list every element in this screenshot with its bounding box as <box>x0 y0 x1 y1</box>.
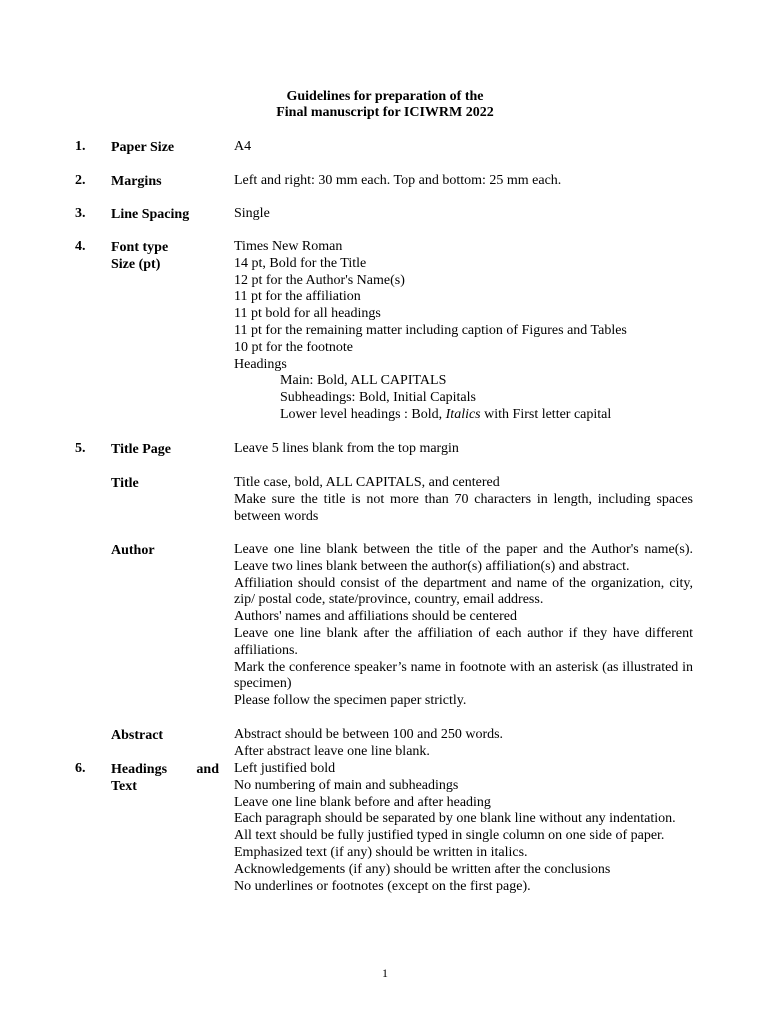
value-line-spacing: Single <box>234 206 270 221</box>
font-spec-line: 11 pt for the remaining matter including caption of Figures and Tables <box>234 322 627 338</box>
title-line-2: Final manuscript for ICIWRM 2022 <box>276 105 494 120</box>
label-text: Text <box>111 779 137 794</box>
title-rule: Make sure the title is not more than 70 characters in length, including spaces between words <box>234 491 693 524</box>
text-rule: Emphasized text (if any) should be written in italics. <box>234 844 528 860</box>
text-rule: Each paragraph should be separated by one blank line without any indentation. <box>234 811 676 827</box>
item-number-5: 5. <box>75 441 86 456</box>
label-font-type: Font type <box>111 240 169 255</box>
value-paper-size: A4 <box>234 139 252 154</box>
font-spec-line: 14 pt, Bold for the Title <box>234 255 367 271</box>
text-rule: Acknowledgements (if any) should be written after the conclusions <box>234 861 611 877</box>
author-rule: Mark the conference speaker’s name in footnote with an asterisk (as illustrated in specimen) <box>234 659 693 692</box>
document-title <box>0 89 770 121</box>
label-abstract: Abstract <box>111 728 164 743</box>
value-margins: Left and right: 30 mm each. Top and bottom: 25 mm each. <box>234 173 562 188</box>
font-spec-line: Headings <box>234 356 287 372</box>
label-headings-text <box>111 761 219 795</box>
text-rule: Leave one line blank before and after heading <box>234 794 491 810</box>
lower-italic: Italics <box>445 406 481 422</box>
page-number: 1 <box>382 966 388 980</box>
abstract-rule: After abstract leave one line blank. <box>234 743 430 759</box>
title-rule: Title case, bold, ALL CAPITALS, and centered <box>234 475 500 490</box>
label-line-spacing: Line Spacing <box>111 207 190 222</box>
label-paper-size: Paper Size <box>111 140 175 155</box>
author-rule: Authors' names and affiliations should be centered <box>234 609 517 625</box>
label-and: and <box>196 762 219 777</box>
item-number-1: 1. <box>75 139 86 154</box>
author-rule: Affiliation should consist of the department and name of the organization, city, zip/ postal code, state/province, country, email address. <box>234 575 693 608</box>
title-rules <box>234 475 693 525</box>
label-headings: Headings <box>111 762 168 777</box>
item-number-3: 3. <box>75 206 86 221</box>
author-rule: Leave one line blank after the affiliation of each author if they have different affiliations. <box>234 625 693 658</box>
label-author: Author <box>111 543 155 558</box>
font-spec-list <box>234 239 693 424</box>
label-margins: Margins <box>111 174 162 189</box>
abstract-rule: Abstract should be between 100 and 250 words. <box>234 727 504 742</box>
item-number-2: 2. <box>75 173 86 188</box>
font-spec-line: 11 pt bold for all headings <box>234 306 381 322</box>
title-line-1: Guidelines for preparation of the <box>286 89 484 104</box>
headings-text-rules <box>234 761 693 895</box>
font-spec-line: 12 pt for the Author's Name(s) <box>234 272 405 288</box>
font-spec-line: 11 pt for the affiliation <box>234 289 361 305</box>
item-number-4: 4. <box>75 239 86 254</box>
item-number-6: 6. <box>75 761 86 776</box>
text-rule: No underlines or footnotes (except on the first page). <box>234 878 531 894</box>
text-rule: No numbering of main and subheadings <box>234 777 459 793</box>
label-font <box>111 239 168 273</box>
font-spec-line: Times New Roman <box>234 239 343 254</box>
font-spec-line: 10 pt for the footnote <box>234 339 353 355</box>
author-rule: Leave one line blank between the title of the paper and the Author's name(s). Leave two lines blank between the author(s) affiliation(s) and abstract. <box>234 542 693 574</box>
heading-spec-lower <box>234 407 693 424</box>
label-font-size: Size (pt) <box>111 257 161 272</box>
author-rule: Please follow the specimen paper strictly. <box>234 693 467 709</box>
value-title-page: Leave 5 lines blank from the top margin <box>234 441 459 456</box>
lower-post: with First letter capital <box>480 406 612 422</box>
abstract-rules <box>234 727 693 761</box>
heading-spec-sub: Subheadings: Bold, Initial Capitals <box>280 390 476 406</box>
heading-spec-main: Main: Bold, ALL CAPITALS <box>280 373 447 389</box>
text-rule: Left justified bold <box>234 761 336 776</box>
lower-pre: Lower level headings : Bold, <box>280 406 446 422</box>
label-title: Title <box>111 476 139 491</box>
text-rule: All text should be fully justified typed in single column on one side of paper. <box>234 828 665 844</box>
author-rules <box>234 542 693 710</box>
label-title-page: Title Page <box>111 442 172 457</box>
